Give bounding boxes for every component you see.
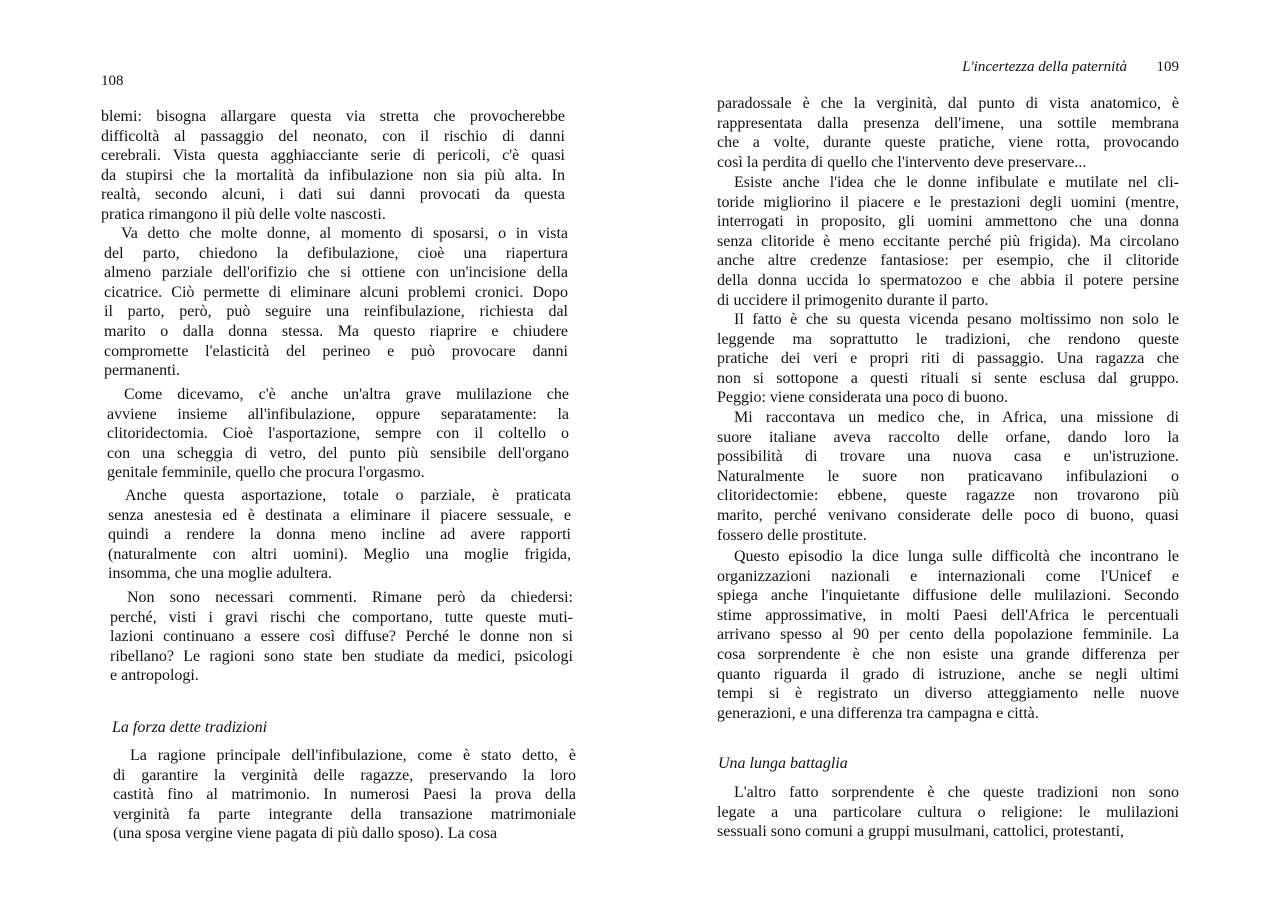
text-line: che a volte, durante queste pratiche, viene rotta, provocando bbox=[717, 134, 1179, 152]
text-line: il parto, però, può seguire una reinfibulazione, richiesta dal bbox=[104, 303, 568, 321]
text-line: Naturalmente le suore non praticavano infibulazioni o bbox=[717, 467, 1179, 485]
text-line: e antropologi. bbox=[110, 667, 199, 685]
section-heading: La forza dette tradizioni bbox=[112, 719, 268, 736]
text-line: Il fatto è che su questa vicenda pesano moltissimo non solo le bbox=[734, 311, 1179, 328]
text-line: suore italiane aveva raccolto delle orfane, dando loro la bbox=[717, 428, 1179, 446]
text-line: verginità fa parte integrante della transazione matrimoniale bbox=[113, 805, 576, 823]
text-line: pratiche dei veri e propri riti di passaggio. Una ragazza che bbox=[717, 350, 1179, 368]
text-line: clitoridectomie: ebbene, queste ragazze non trovarono più bbox=[717, 487, 1179, 505]
text-line: L'altro fatto sorprendente è che queste tradizioni non sono bbox=[734, 784, 1179, 801]
text-line: del parto, chiedono la defibulazione, cioè una riapertura bbox=[104, 244, 568, 262]
text-line: interrogati in proposito, gli uomini ammettono che una donna bbox=[717, 213, 1179, 231]
text-line: da stupirsi che la mortalità da infibulazione non sia più alta. In bbox=[101, 166, 565, 184]
text-line: lazioni continuano a essere così diffuse? Perché le donne non si bbox=[110, 628, 573, 646]
text-line: Non sono necessari commenti. Rimane però da chiedersi: bbox=[127, 589, 573, 606]
text-line: anche altre credenze fantasiose: per esempio, che il clitoride bbox=[717, 252, 1179, 270]
paragraph bbox=[717, 94, 1179, 172]
text-line: pratica rimangono il più delle volte nascosti. bbox=[101, 205, 386, 223]
text-line: toride migliorino il piacere e le prestazioni degli uomini (mentre, bbox=[717, 193, 1179, 211]
paragraph bbox=[101, 107, 565, 225]
running-head: L'incertezza della paternità bbox=[962, 59, 1127, 75]
paragraph bbox=[104, 224, 568, 381]
text-line: possibilità di trovare una nuova casa e un'istruzione. bbox=[717, 448, 1179, 466]
text-line: Mi raccontava un medico che, in Africa, una missione di bbox=[734, 409, 1179, 426]
paragraph bbox=[113, 746, 576, 844]
text-line: (naturalmente con altri uomini). Meglio una moglie frigida, bbox=[108, 545, 571, 563]
paragraph bbox=[717, 783, 1179, 842]
text-line: senza clitoride è meno eccitante perché più frigida). Ma circolano bbox=[717, 232, 1179, 250]
text-line: genitale femminile, quello che procura l'orgasmo. bbox=[107, 464, 425, 482]
text-line: sessuali sono comuni a gruppi musulmani, cattolici, protestanti, bbox=[717, 823, 1125, 841]
paragraph bbox=[107, 385, 569, 483]
text-line: Esiste anche l'idea che le donne infibulate e mutilate nel cli- bbox=[734, 174, 1179, 191]
text-line: quindi a rendere la donna meno incline ad avere rapporti bbox=[108, 526, 571, 544]
text-line: spiega anche l'inquietante diffusione delle mulilazioni. Secondo bbox=[717, 587, 1179, 605]
text-line: almeno parziale dell'orifizio che si ottiene con un'incisione della bbox=[104, 264, 568, 282]
text-line: difficoltà al passaggio del neonato, con il rischio di danni bbox=[101, 127, 565, 145]
text-line: (una sposa vergine viene pagata di più dallo sposo). La cosa bbox=[113, 825, 498, 843]
text-line: con una scheggia di vetro, del punto più sensibile dell'organo bbox=[107, 444, 569, 462]
paragraph bbox=[717, 173, 1179, 310]
text-line: Peggio: viene considerata una poco di buono. bbox=[717, 389, 1009, 407]
text-line: cerebrali. Vista questa agghiacciante serie di pericoli, c'è quasi bbox=[101, 147, 565, 165]
text-line: insomma, che una moglie adultera. bbox=[108, 565, 332, 583]
text-line: marito o dalla donna stessa. Ma questo riaprire e chiudere bbox=[104, 322, 568, 340]
paragraph bbox=[717, 408, 1179, 545]
text-line: della donna uccida lo spermatozoo e che abbia il potere persine bbox=[717, 271, 1179, 289]
text-line: senza anestesia ed è destinata a eliminare il piacere sessuale, e bbox=[108, 506, 571, 524]
text-line: Anche questa asportazione, totale o parziale, è praticata bbox=[125, 487, 571, 504]
text-line: non si sottopone a questi rituali si sente esclusa dal gruppo. bbox=[717, 369, 1179, 387]
text-line: Va detto che molte donne, al momento di sposarsi, o in vista bbox=[121, 225, 568, 242]
text-line: permanenti. bbox=[104, 362, 180, 380]
text-line: La ragione principale dell'infibulazione, come è stato detto, è bbox=[130, 747, 576, 764]
text-line: arrivano spesso al 90 per cento della popolazione femminile. La bbox=[717, 626, 1179, 644]
text-line: blemi: bisogna allargare questa via stretta che provocherebbe bbox=[101, 108, 565, 125]
text-line: marito, perché venivano considerate delle poco di buono, quasi bbox=[717, 506, 1179, 524]
text-line: così la perdita di quello che l'intervento deve preservare... bbox=[717, 153, 1087, 171]
text-line: Questo episodio la dice lunga sulle difficoltà che incontrano le bbox=[734, 548, 1179, 565]
text-line: legate a una particolare cultura o religione: le mulilazioni bbox=[717, 803, 1179, 821]
text-line: cicatrice. Ciò permette di eliminare alcuni problemi cronici. Dopo bbox=[104, 283, 568, 301]
text-line: ribellano? Le ragioni sono state ben studiate da medici, psicologi bbox=[110, 647, 573, 665]
text-line: clitoridectomia. Cioè l'asportazione, sempre con il coltello o bbox=[107, 425, 569, 443]
text-line: cosa sorprendente è che non esiste una grande differenza per bbox=[717, 645, 1179, 663]
paragraph bbox=[110, 588, 573, 686]
text-line: castità fino al matrimonio. In numerosi Paesi la prova della bbox=[113, 786, 576, 804]
page-number-right: 109 bbox=[1156, 59, 1179, 75]
text-line: fossero delle prostitute. bbox=[717, 526, 867, 544]
text-line: quanto riguarda il grado di istruzione, anche se negli ultimi bbox=[717, 665, 1179, 683]
text-line: generazioni, e una differenza tra campagna e città. bbox=[717, 704, 1039, 722]
text-line: compromette l'elasticità del perineo e può provocare danni bbox=[104, 342, 568, 360]
paragraph bbox=[108, 486, 571, 584]
text-line: leggende ma soprattutto le tradizioni, che rendono queste bbox=[717, 330, 1179, 348]
text-line: tempi si è registrato un diverso atteggiamento nelle nuove bbox=[717, 685, 1179, 703]
text-line: rappresentata dalla presenza dell'imene, una sottile membrana bbox=[717, 114, 1179, 132]
text-line: di uccidere il primogenito durante il parto. bbox=[717, 291, 989, 309]
text-line: organizzazioni nazionali e internazionali come l'Unicef e bbox=[717, 567, 1179, 585]
paragraph bbox=[717, 310, 1179, 408]
text-line: realtà, secondo alcuni, i dati sui danni provocati da questa bbox=[101, 186, 565, 204]
section-heading: Una lunga battaglia bbox=[718, 755, 848, 772]
text-line: Come dicevamo, c'è anche un'altra grave mulilazione che bbox=[124, 386, 569, 403]
text-line: di garantire la verginità delle ragazze, preservando la loro bbox=[113, 766, 576, 784]
text-line: stime approssimative, in molti Paesi dell'Africa le percentuali bbox=[717, 606, 1179, 624]
text-line: paradossale è che la verginità, dal punto di vista anatomico, è bbox=[717, 95, 1179, 112]
paragraph bbox=[717, 547, 1179, 723]
text-line: avviene insieme all'infibulazione, oppure separatamente: la bbox=[107, 405, 569, 423]
page-number-left: 108 bbox=[101, 73, 124, 89]
text-line: perché, visti i gravi rischi che comportano, tutte queste muti- bbox=[110, 608, 573, 626]
